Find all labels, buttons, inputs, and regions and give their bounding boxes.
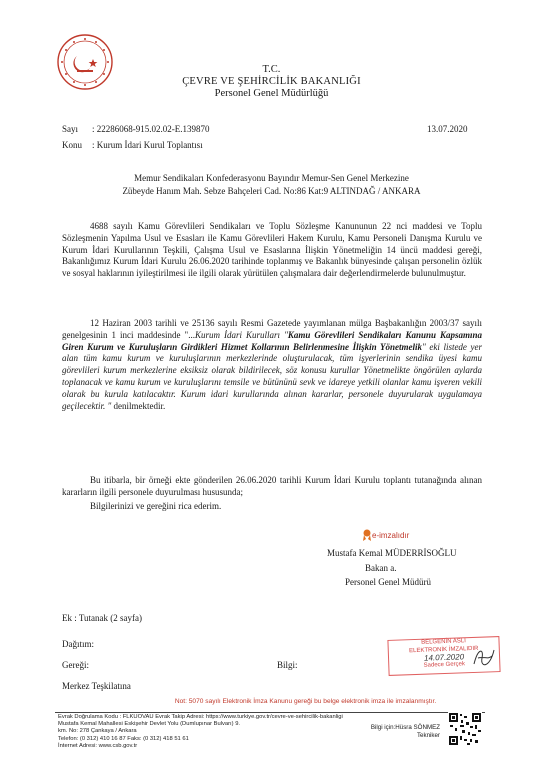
signer-name: Mustafa Kemal MÜDERRİSOĞLU (327, 548, 457, 558)
org-line-tc: T.C. (262, 64, 281, 75)
verification-code: Evrak Doğrulama Kodu : FLKUOVAU Evrak Takip Adresi: https://www.turkiye.gov.tr/cevre-ve-sehircilik-bakanligi (58, 714, 343, 720)
distribution-label: Dağıtım: (62, 639, 94, 649)
body-paragraph-2 (62, 318, 482, 412)
contact-title: Tekniker (416, 732, 440, 739)
p2-italic-1: Kurum İdari Kurulları " (195, 329, 288, 340)
sayi-label: Sayı (62, 124, 79, 134)
e-signed-label: e-imzalıdır (372, 531, 410, 540)
signer-title-2: Personel Genel Müdürü (345, 577, 431, 587)
body-paragraph-4: Bilgilerinizi ve gereğini rica ederim. (90, 501, 222, 511)
konu-value: : Kurum İdari Kurul Toplantısı (92, 140, 203, 150)
p2-italic-2: " eki listede yer alan tüm kamu kurum ve kuruluşlarının merkezlerinde oluşturulacak, tüm işyerlerinin sendika üyesi kamu görevlileri kurum merkezlerine eksiksiz olarak bildirilecek, söz konusu kurullar Yönetmelikte öngörülen aylarda toplanacak ve kamu kurum ve kuruluşlarını temsile ve bütününü sevk ve idareye yetkili olanlar kamu işveren vekili olarak bu kurula katılacaktır. Kurum idari kurullarında alınan kararlar, personele duyurularak uygulamaya geçilecektir. " (62, 341, 482, 411)
directorate-name: Personel Genel Müdürlüğü (214, 88, 329, 99)
sayi-value: : 22286068-915.02.02-E.139870 (92, 124, 210, 134)
handwritten-signature (470, 644, 498, 670)
konu-label: Konu (62, 140, 82, 150)
footer-divider (55, 712, 485, 713)
footer-website: İnternet Adresi: www.csb.gov.tr (58, 742, 138, 749)
footer-phone: Telefon: (0 312) 410 16 87 Faks: (0 312) 418 51 61 (58, 735, 189, 742)
p2-end: denilmektedir. (111, 400, 166, 411)
e-signature-note: Not: 5070 sayılı Elektronik İmza Kanunu gereği bu belge elektronik imza ile imzalanmıştır. (174, 698, 437, 705)
distribution-recipient: Merkez Teşkilatına (62, 681, 131, 691)
body-paragraph-1: 4688 sayılı Kamu Görevlileri Sendikaları ve Toplu Sözleşme Kanununun 22 nci maddesi ve Toplu Sözleşmenin Yapılma Usul ve Esasları ile Kamu Görevlileri Hakem Kurulu, Kamu Personeli Danışma Kurulu ve Kurum İdari Kurullarının Teşkili, Çalışma Usul ve Esaslarına İlişkin Yönetmeliğin 14 üncü maddesi gereği, Bakanlığımız Kurum İdari Kurulu 26.06.2020 tarihinde toplanmış ve Bakanlık bünyesinde çalışan personelin özlük ve sosyal haklarının iyileştirilmesi ile ilgili olarak yürütülen çalışmalara dair değerlendirmelerde bulunulmuştur. (62, 221, 482, 279)
geregi-label: Gereği: (62, 660, 89, 670)
p2-start: 12 Haziran 2003 tarihli ve 25136 sayılı Resmi Gazetede yayımlanan mülga Başbakanlığın 2003/37 sayılı genelgesinin 1 inci maddesinde "... (62, 318, 482, 340)
e-signature-ribbon-icon (362, 529, 372, 541)
signer-title-1: Bakan a. (365, 563, 397, 573)
body-paragraph-3: Bu itibarla, bir örneği ekte gönderilen 26.06.2020 tarihli Kurum İdari Kurulu toplantı tutanağında alınan kararların ilgili personele duyurulması hususunda; (62, 475, 482, 497)
stamp-line1: BELGENİN ASLI (421, 638, 466, 646)
contact-person: Bilgi için:Hüsra SÖNMEZ (370, 724, 440, 731)
document-date: 13.07.2020 (427, 124, 468, 134)
stamp-date: 14.07.2020 (423, 652, 465, 663)
qr-code-icon (448, 712, 482, 746)
ministry-name: ÇEVRE VE ŞEHİRCİLİK BAKANLIĞI (182, 76, 361, 87)
footer-address-2: km. No: 278 Çankaya / Ankara (58, 728, 137, 735)
regulation-title: Kamu Görevlileri Sendikaları Kanunu Kapsamına Giren Kurum ve Kuruluşların Girdikleri Hizmet Kollarının Belirlenmesine İlişkin Yönetmelik (62, 329, 483, 352)
recipient-line1: Memur Sendikaları Konfederasyonu Bayındır Memur-Sen Genel Merkezine (134, 173, 409, 183)
stamp-line2: ELEKTRONİK İMZALIDIR (409, 645, 479, 654)
footer-left (58, 714, 343, 750)
bilgi-label: Bilgi: (277, 660, 298, 670)
footer-address-1: Mustafa Kemal Mahallesi Eskişehir Devlet Yolu (Dumlupınar Bulvarı) 9. (58, 721, 241, 728)
recipient-line2: Zübeyde Hanım Mah. Sebze Bahçeleri Cad. No:86 Kat:9 ALTINDAĞ / ANKARA (122, 186, 421, 196)
footer-contact (348, 724, 440, 740)
stamp-line4: Sadece Gerçek (423, 660, 466, 669)
attachment-line: Ek : Tutanak (2 sayfa) (62, 613, 142, 623)
